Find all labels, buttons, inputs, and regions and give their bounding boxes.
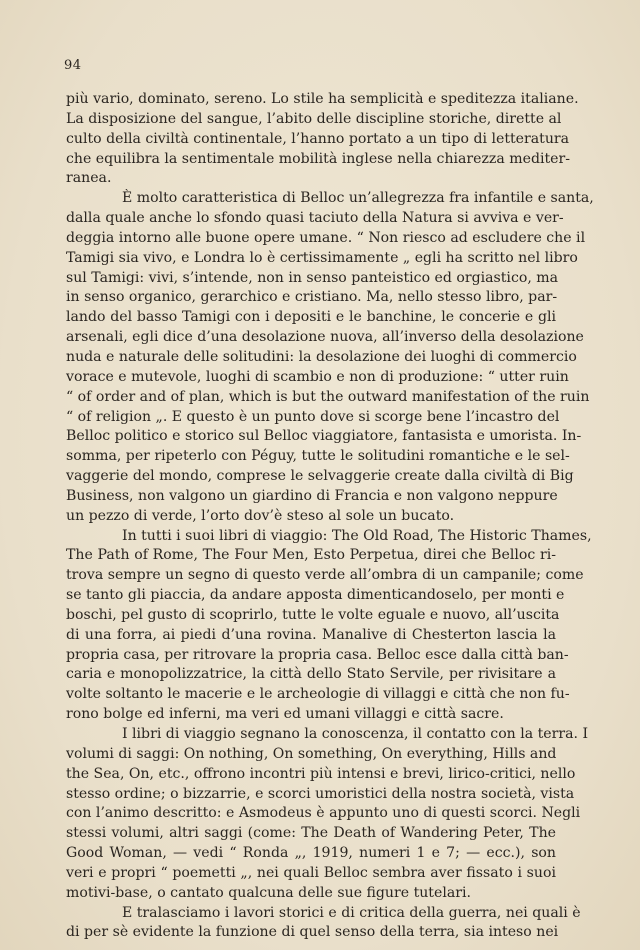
- paragraph: [66, 904, 581, 944]
- text-line: di una forra, ai piedi d’una rovina. Manalive di Chesterton lascia la: [66, 626, 556, 643]
- page-number: 94: [64, 58, 82, 73]
- text-line: se tanto gli piaccia, da andare apposta dimenticandoselo, per monti e: [66, 587, 565, 604]
- text-line: veri e propri “ poemetti „, nei quali Belloc sembra aver fissato i suoi: [66, 864, 556, 881]
- paragraph: [66, 527, 592, 725]
- text-line: “ of religion „. E questo è un punto dove si scorge bene l’incastro del: [66, 408, 560, 425]
- text-line: lando del basso Tamigi con i depositi e le banchine, le concerie e gli: [66, 309, 556, 326]
- text-line: sul Tamigi: vivi, s’intende, non in senso panteistico ed orgiastico, ma: [66, 269, 559, 286]
- text-line: “ of order and of plan, which is but the outward manifestation of the ruin: [66, 388, 590, 405]
- text-line: che equilibra la sentimentale mobilità inglese nella chiarezza mediter-: [66, 150, 570, 167]
- paragraph: [66, 189, 594, 526]
- text-line: rono bolge ed inferni, ma veri ed umani villaggi e città sacre.: [66, 706, 504, 723]
- text-line: volte soltanto le macerie e le archeologie di villaggi e città che non fu-: [66, 686, 570, 703]
- text-line: trova sempre un segno di questo verde all’ombra di un campanile; come: [66, 567, 584, 584]
- text-line: I libri di viaggio segnano la conoscenza, il contatto con la terra. I: [122, 726, 589, 742]
- text-line: in senso organico, gerarchico e cristiano. Ma, nello stesso libro, par-: [66, 289, 558, 306]
- text-line: caria e monopolizzatrice, la città dello Stato Servile, per rivisitare a: [66, 666, 556, 683]
- text-line: vorace e mutevole, luoghi di scambio e non di produzione: “ utter ruin: [66, 368, 569, 385]
- text-line: un pezzo di verde, l’orto dov’è steso al sole un bucato.: [66, 507, 455, 524]
- text-line: motivi-base, o cantato qualcuna delle sue figure tutelari.: [66, 884, 471, 901]
- text-line: di per sè evidente la funzione di quel senso della terra, sia inteso nei: [66, 924, 559, 941]
- text-line: culto della civiltà continentale, l’hanno portato a un tipo di letteratura: [66, 130, 570, 147]
- text-line: vaggerie del mondo, comprese le selvaggerie create dalla civiltà di Big: [66, 468, 574, 485]
- paragraph: [66, 725, 589, 904]
- text-line: Tamigi sia vivo, e Londra lo è certissimamente „ egli ha scritto nel libro: [66, 249, 578, 266]
- text-line: The Path of Rome, The Four Men, Esto Perpetua, direi che Belloc ri-: [66, 547, 556, 564]
- text-line: deggia intorno alle buone opere umane. “ Non riesco ad escludere che il: [66, 229, 586, 246]
- text-line: somma, per ripeterlo con Péguy, tutte le solitudini romantiche e le sel-: [66, 448, 570, 465]
- text-line: ranea.: [66, 170, 112, 187]
- text-line: volumi di saggi: On nothing, On something, On everything, Hills and: [66, 745, 557, 762]
- text-line: stessi volumi, altri saggi (come: The Death of Wandering Peter, The: [66, 825, 556, 842]
- body-text: [66, 90, 594, 943]
- text-line: più vario, dominato, sereno. Lo stile ha semplicità e speditezza italiane.: [66, 91, 579, 107]
- text-line: arsenali, egli dice d’una desolazione nuova, all’inverso della desolazione: [66, 329, 584, 346]
- text-line: È molto caratteristica di Belloc un’allegrezza fra infantile e santa,: [122, 190, 594, 207]
- text-line: stesso ordine; o bizzarrie, e scorci umoristici della nostra società, vista: [66, 785, 575, 802]
- text-line: In tutti i suoi libri di viaggio: The Old Road, The Historic Thames,: [122, 527, 592, 544]
- text-line: Business, non valgono un giardino di Francia e non valgono neppure: [66, 487, 558, 504]
- text-line: propria casa, per ritrovare la propria casa. Belloc esce dalla città ban-: [66, 646, 569, 663]
- text-line: Good Woman, — vedi “ Ronda „, 1919, numeri 1 e 7; — ecc.), son: [66, 845, 556, 862]
- text-line: nuda e naturale delle solitudini: la desolazione dei luoghi di commercio: [66, 348, 577, 365]
- text-line: con l’animo descritto: e Asmodeus è appunto uno di questi scorci. Negli: [66, 805, 581, 822]
- paragraph: [66, 90, 579, 189]
- text-line: E tralasciamo i lavori storici e di critica della guerra, nei quali è: [122, 904, 581, 921]
- text-line: dalla quale anche lo sfondo quasi taciuto della Natura si avviva e ver-: [66, 210, 564, 227]
- text-line: boschi, pel gusto di scoprirlo, tutte le volte eguale e nuovo, all’uscita: [66, 606, 560, 623]
- text-line: the Sea, On, etc., offrono incontri più intensi e brevi, lirico-critici, nello: [66, 765, 576, 782]
- text-line: La disposizione del sangue, l’abito delle discipline storiche, dirette al: [66, 110, 562, 127]
- text-line: Belloc politico e storico sul Belloc viaggiatore, fantasista e umorista. In-: [66, 428, 582, 445]
